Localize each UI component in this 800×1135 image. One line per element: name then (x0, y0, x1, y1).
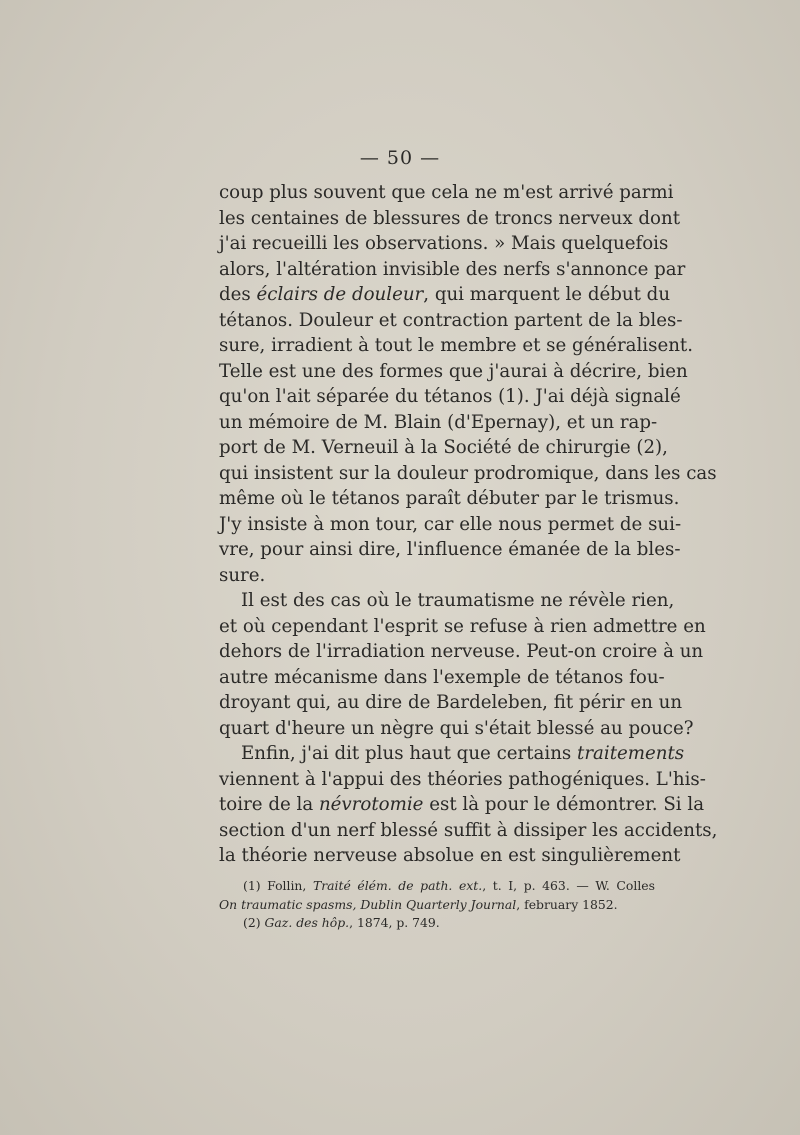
footnote-line (219, 877, 655, 896)
body-text: alors, l'altération invisible des nerfs s'annonce par (219, 258, 686, 280)
body-text: Enfin, j'ai dit plus haut que certains (241, 743, 578, 764)
body-text: Il est des cas où le traumatisme ne révèle rien, (241, 590, 675, 611)
footnote-line (219, 896, 655, 915)
footnote-text: (2) (243, 915, 265, 930)
footnote-text: On traumatic spasms, Dublin Quarterly Journal (219, 896, 517, 912)
body-text: j'ai recueilli les observations. » Mais quelquefois (219, 233, 669, 254)
body-line (219, 359, 688, 385)
body-line (219, 333, 694, 359)
body-line (219, 716, 694, 742)
body-line (219, 818, 718, 844)
body-line (219, 486, 680, 512)
body-line (219, 614, 706, 640)
body-text: section d'un nerf blessé suffit à dissiper les accidents, (219, 819, 718, 841)
footnote-text: , february 1852. (516, 896, 618, 912)
footnote-line (219, 914, 655, 933)
body-text: les centaines de blessures de troncs nerveux dont (219, 207, 681, 229)
body-text: J'y insiste à mon tour, car elle nous permet de sui- (219, 513, 682, 535)
body-line (219, 767, 706, 793)
footnote-text: , t. I, p. 463. — W. Colles (482, 878, 655, 893)
footnote-text: , 1874, p. 749. (349, 915, 440, 930)
body-text: autre mécanisme dans l'exemple de tétanos fou- (219, 666, 665, 688)
body-text: sure, irradient à tout le membre et se généralisent. (219, 335, 694, 356)
body-line (219, 435, 668, 461)
body-text: est là pour le démontrer. Si la (423, 794, 705, 815)
body-text: tétanos. Douleur et contraction partent de la bles- (219, 309, 683, 331)
body-text: droyant qui, au dire de Bardeleben, fit périr en un (219, 692, 683, 713)
body-line (219, 665, 665, 691)
body-text: sure. (219, 564, 266, 586)
body-text: qui insistent sur la douleur prodromique, dans les cas (219, 462, 717, 484)
body-text: dehors de l'irradiation nerveuse. Peut-on croire à un (219, 641, 704, 662)
body-line (219, 843, 681, 869)
footnote-text: Traité élém. de path. ext. (312, 878, 483, 893)
body-text: quart d'heure un nègre qui s'était blessé au pouce? (219, 717, 694, 739)
body-text: même où le tétanos paraît débuter par le trismus. (219, 488, 680, 509)
body-line (219, 257, 686, 283)
body-line (219, 512, 682, 538)
body-text: névrotomie (318, 794, 424, 815)
body-text: un mémoire de M. Blain (d'Epernay), et un rap- (219, 411, 658, 433)
body-line (219, 537, 681, 563)
body-text: et où cependant l'esprit se refuse à rien admettre en (219, 615, 706, 637)
body-line (219, 563, 655, 589)
body-text: des (219, 284, 257, 305)
body-text: Telle est une des formes que j'aurai à décrire, bien (219, 360, 688, 382)
body-text (219, 180, 718, 869)
body-text: toire de la (219, 794, 319, 815)
body-line (219, 410, 658, 436)
body-line (219, 690, 683, 716)
footnote-text: Gaz. des hôp. (264, 915, 350, 930)
footnotes (219, 877, 655, 933)
footnote-text: (1) Follin, (243, 878, 313, 893)
body-text: vre, pour ainsi dire, l'influence émanée de la bles- (219, 539, 681, 560)
body-text: port de M. Verneuil à la Société de chirurgie (2), (219, 437, 668, 458)
page-number: — 50 — (359, 147, 441, 169)
body-line (219, 282, 671, 308)
body-line (219, 384, 681, 410)
body-line (219, 588, 675, 614)
body-line (219, 639, 704, 665)
body-line (219, 461, 717, 487)
body-line (219, 180, 674, 206)
body-line (219, 308, 683, 334)
body-line (219, 231, 669, 257)
body-text: éclairs de douleur (256, 284, 424, 305)
body-text: la théorie nerveuse absolue en est singulièrement (219, 845, 681, 866)
body-line (219, 792, 705, 818)
body-text: qu'on l'ait séparée du tétanos (1). J'ai déjà signalé (219, 386, 681, 407)
body-text: traitements (577, 743, 685, 764)
body-text: , qui marquent le début du (423, 284, 671, 305)
body-text: viennent à l'appui des théories pathogéniques. L'his- (219, 768, 706, 790)
body-line (219, 741, 685, 767)
body-text: coup plus souvent que cela ne m'est arrivé parmi (219, 182, 674, 203)
body-line (219, 206, 681, 232)
